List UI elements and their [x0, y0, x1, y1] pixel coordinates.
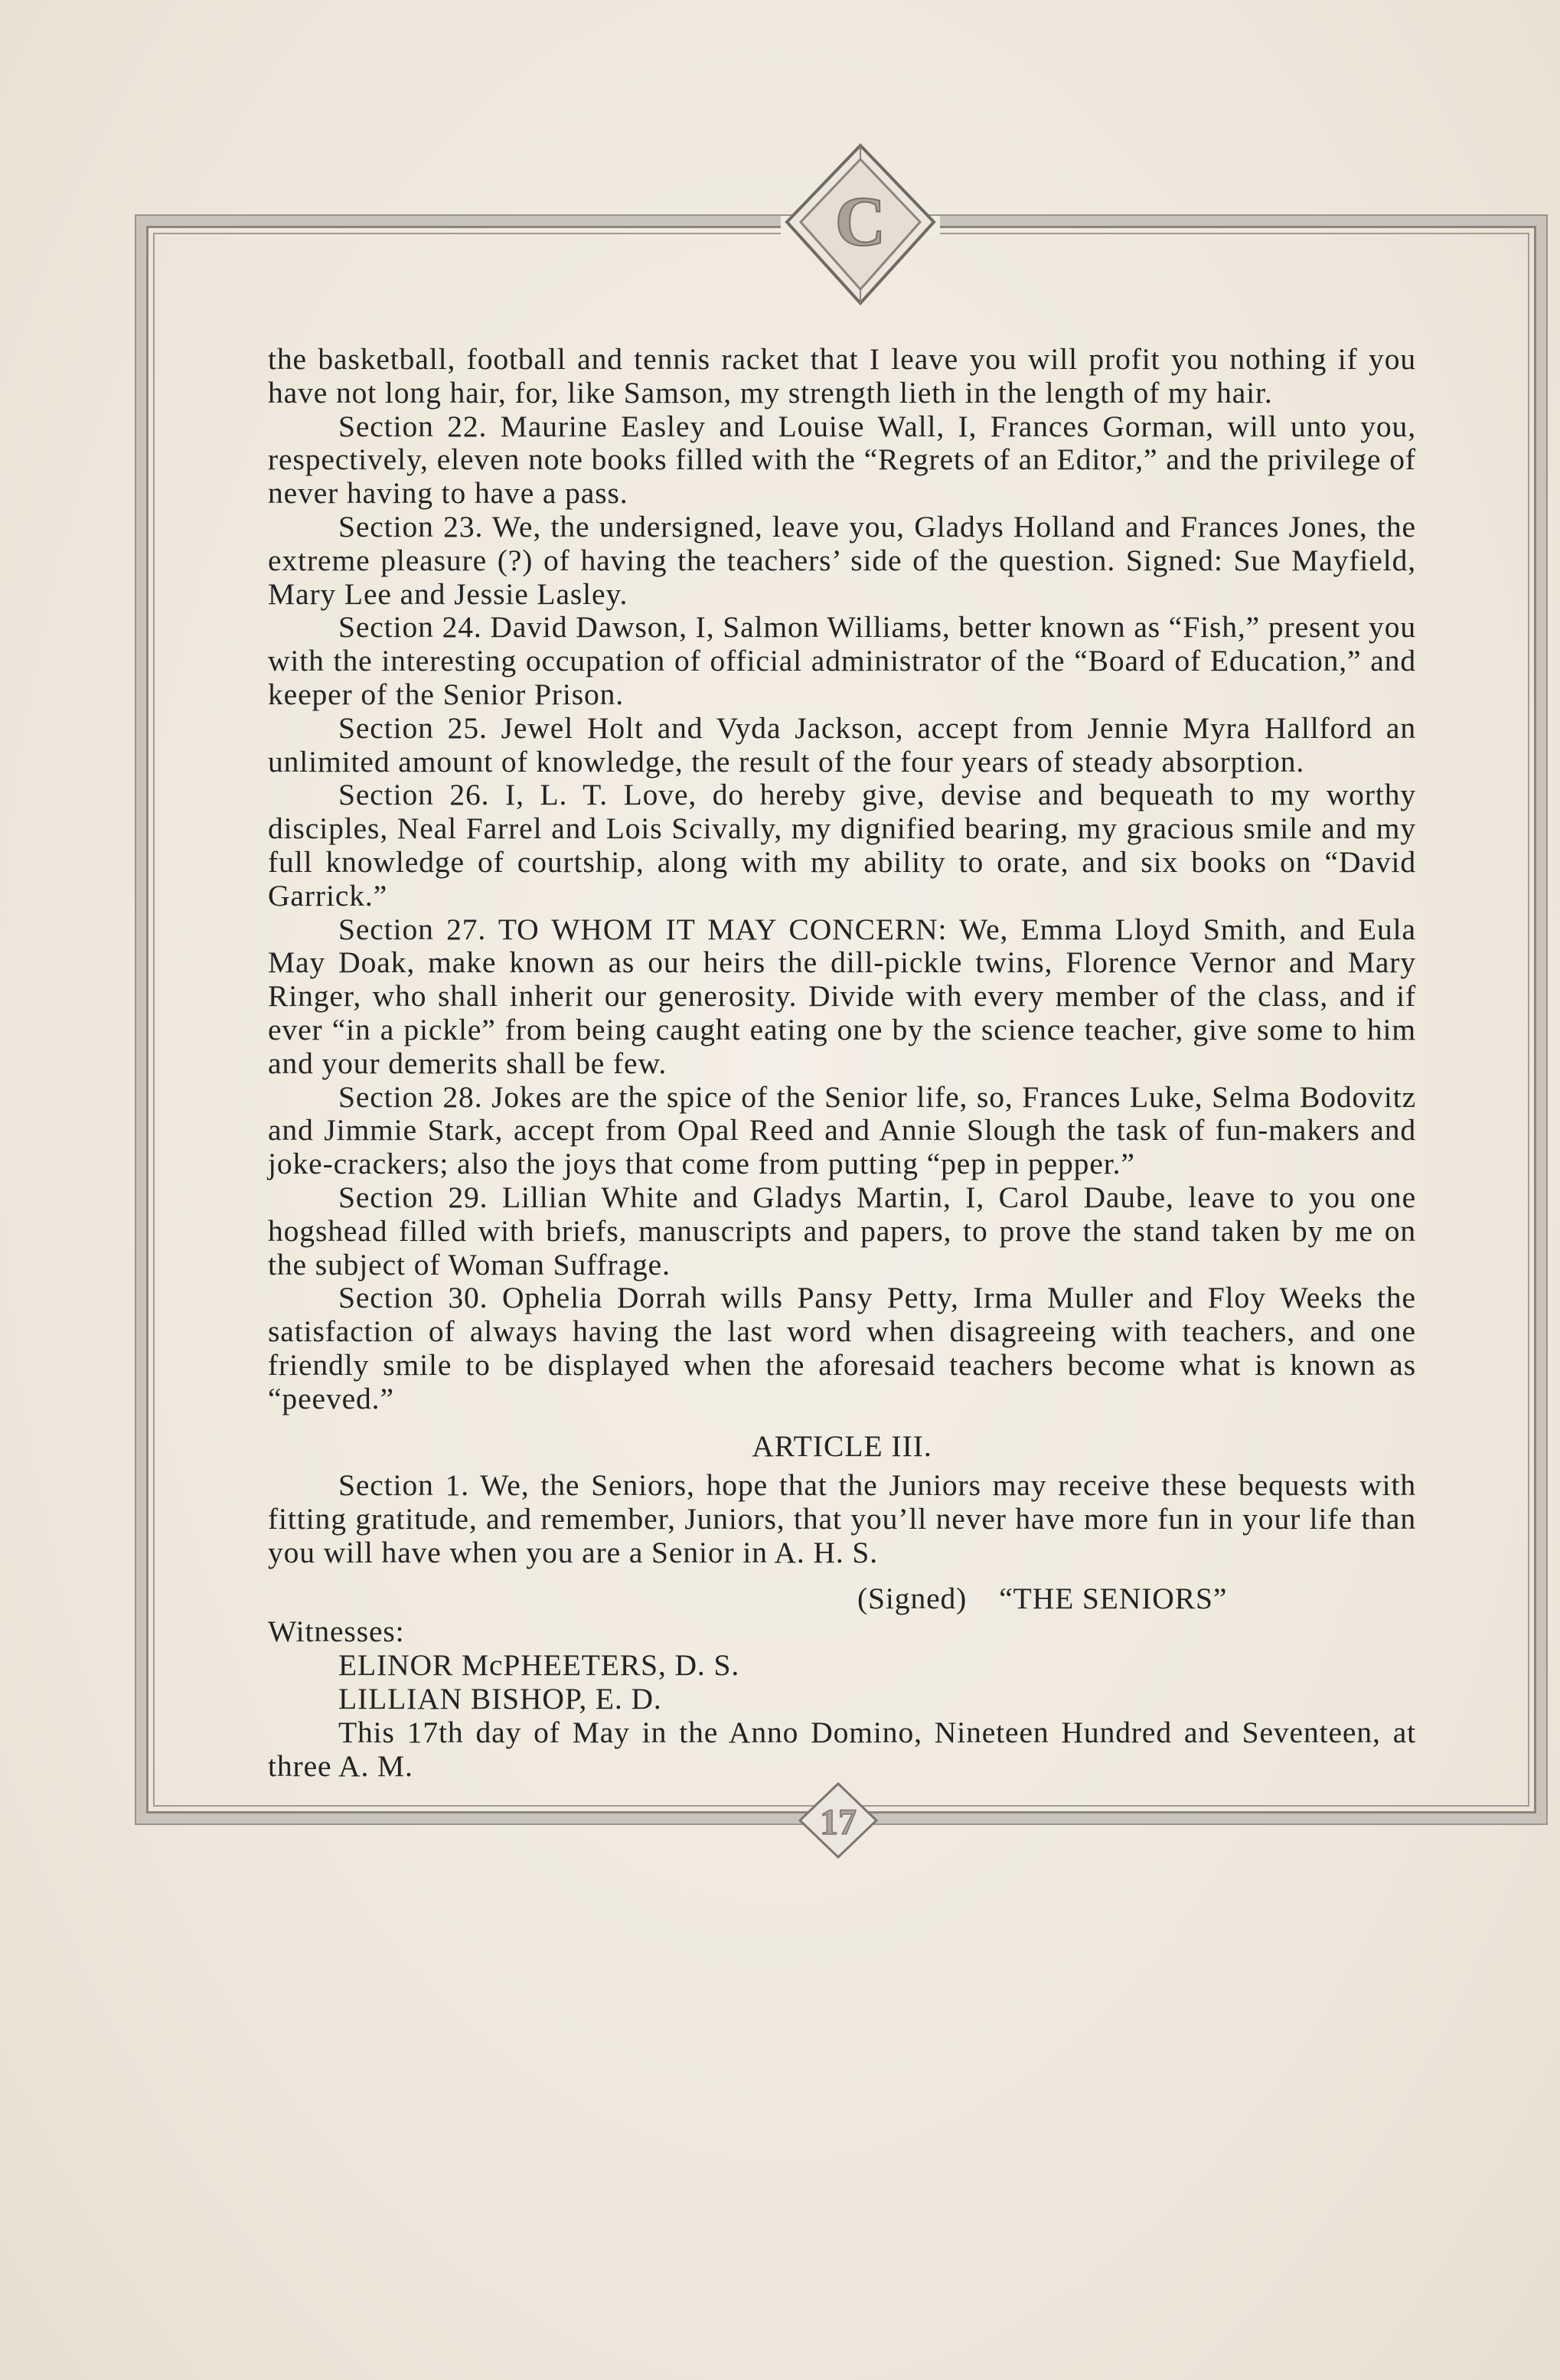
section-27: Section 27. TO WHOM IT MAY CONCERN: We, Emma Lloyd Smith, and Eula May Doak, make known as our heirs the dill-pickle twins, Florence Vernor and Mary Ringer, who shall inherit our generosity. Divide with every member of the class, and if ever “in a pickle” from being caught eating one by the science teacher, give some to him and your demerits shall be few.: [268, 912, 1416, 1080]
section-28: Section 28. Jokes are the spice of the Senior life, so, Frances Luke, Selma Bodovitz and Jimmie Stark, accept from Opal Reed and Annie Slough the task of fun-makers and joke-crackers; also the joys that come from putting “pep in pepper.”: [268, 1079, 1416, 1181]
article-section-1: Section 1. We, the Seniors, hope that the Juniors may receive these bequests with fitting gratitude, and remember, Juniors, that you’ll never have more fun in your life than you will have when you are a Senior in A. H. S.: [268, 1468, 1416, 1569]
section-26: Section 26. I, L. T. Love, do hereby give, devise and bequeath to my worthy disciples, Neal Farrel and Lois Scivally, my dignified bearing, my gracious smile and my full knowledge of courtship, along with my ability to orate, and six books on “David Garrick.”: [268, 778, 1416, 912]
signed-by: “THE SENIORS”: [999, 1581, 1228, 1615]
c-emblem-icon: [781, 142, 940, 312]
opening-paragraph: the basketball, football and tennis racket that I leave you will profit you nothing if you have not long hair, for, like Samson, my strength lieth in the length of my hair.: [268, 342, 1416, 410]
section-22: Section 22. Maurine Easley and Louise Wall, I, Frances Gorman, will unto you, respectively, eleven note books filled with the “Regrets of an Editor,” and the privilege of never having to have a pass.: [268, 409, 1416, 511]
section-25: Section 25. Jewel Holt and Vyda Jackson, accept from Jennie Myra Hallford an unlimited amount of knowledge, the result of the four years of steady absorption.: [268, 710, 1416, 779]
signature-line: [268, 1582, 1416, 1616]
witness-2: LILLIAN BISHOP, E. D.: [338, 1682, 662, 1716]
emblem-number: 17: [820, 1802, 857, 1843]
date-line: This 17th day of May in the Anno Domino, Nineteen Hundred and Seventeen, at three A. M.: [268, 1715, 1416, 1783]
section-30: Section 30. Ophelia Dorrah wills Pansy Petty, Irma Muller and Floy Weeks the satisfaction of always having the last word when disagreeing with teachers, and one friendly smile to be displayed when the aforesaid teachers become what is known as “peeved.”: [268, 1281, 1416, 1415]
year-17-emblem-icon: [794, 1781, 883, 1860]
witnesses-label: Witnesses:: [268, 1614, 405, 1649]
emblem-letter: C: [834, 182, 886, 260]
article-heading: ARTICLE III.: [752, 1428, 932, 1463]
will-text: [268, 343, 1416, 1783]
signed-label: (Signed): [857, 1581, 968, 1615]
section-29: Section 29. Lillian White and Gladys Martin, I, Carol Daube, leave to you one hogshead filled with briefs, manuscripts and papers, to prove the stand taken by me on the subject of Woman Suffrage.: [268, 1180, 1416, 1281]
witness-1: ELINOR McPHEETERS, D. S.: [338, 1648, 740, 1683]
section-24: Section 24. David Dawson, I, Salmon Williams, better known as “Fish,” present you with the interesting occupation of official administrator of the “Board of Education,” and keeper of the Senior Prison.: [268, 610, 1416, 711]
section-23: Section 23. We, the undersigned, leave you, Gladys Holland and Frances Jones, the extreme pleasure (?) of having the teachers’ side of the question. Signed: Sue Mayfield, Mary Lee and Jessie Lasley.: [268, 509, 1416, 611]
